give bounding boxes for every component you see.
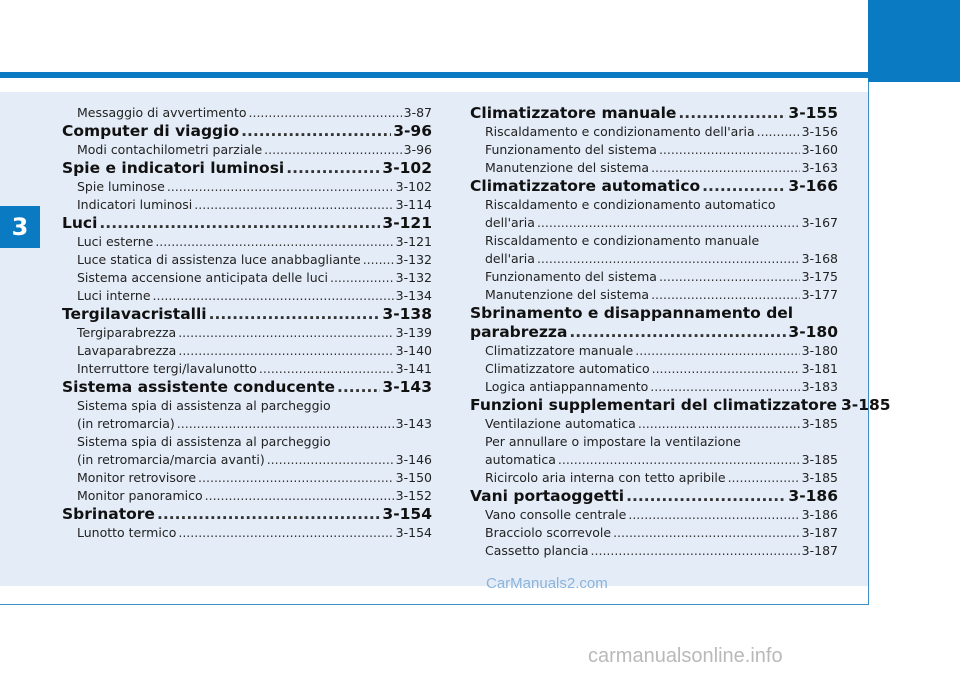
toc-subsection-entry[interactable] [470,123,838,141]
toc-subsection-entry[interactable] [470,415,838,433]
toc-entry-title: Lavaparabrezza [77,343,177,358]
toc-page-number: 3-154 [395,525,432,540]
toc-entry-title: Luci esterne [77,234,154,249]
toc-entry-title: Funzionamento del sistema [485,142,657,157]
toc-subsection-entry[interactable] [62,196,432,214]
toc-leader-dots [757,123,800,141]
toc-page-number: 3-160 [801,142,838,157]
toc-entry-title: Vano consolle centrale [485,507,627,522]
toc-subsection-entry[interactable] [62,287,432,305]
toc-page-number: 3-121 [382,214,432,232]
toc-page-number: 3-150 [395,470,432,485]
toc-page-number: 3-143 [395,416,432,431]
toc-leader-dots [209,305,381,324]
toc-subsection-entry[interactable] [470,141,838,159]
toc-entry-title: Lunotto termico [77,525,177,540]
toc-leader-dots [177,415,394,433]
toc-page-number: 3-168 [801,251,838,266]
toc-page-number: 3-102 [395,179,432,194]
toc-entry-title: (in retromarcia/marcia avanti) [77,452,265,467]
toc-page-number: 3-140 [395,343,432,358]
toc-page-number: 3-96 [403,142,432,157]
toc-subsection-entry[interactable] [62,178,432,196]
toc-subsection-entry[interactable] [62,342,432,360]
toc-page-number: 3-166 [788,177,838,195]
toc-page-number: 3-185 [841,396,891,414]
toc-leader-dots [651,159,800,177]
toc-page-number: 3-102 [382,159,432,177]
toc-section-entry[interactable] [470,177,838,196]
toc-page-number: 3-180 [788,323,838,341]
watermark-carmanuals2: CarManuals2.com [486,575,608,592]
toc-page-number: 3-143 [382,378,432,396]
toc-subsection-entry[interactable] [62,251,432,269]
toc-page-number: 3-185 [801,470,838,485]
toc-leader-dots [569,323,786,342]
toc-entry-title: automatica [485,452,556,467]
toc-leader-dots [651,286,800,304]
toc-section-entry[interactable] [470,396,891,415]
chapter-tab [868,0,960,82]
toc-entry-title: Logica antiappannamento [485,379,649,394]
toc-entry-title: Monitor panoramico [77,488,203,503]
toc-section-entry[interactable] [470,323,838,342]
toc-subsection-entry[interactable] [470,451,838,469]
toc-subsection-entry[interactable] [62,360,432,378]
toc-leader-dots [178,324,393,342]
toc-leader-dots [652,360,800,378]
toc-subsection-entry[interactable] [470,469,838,487]
toc-leader-dots [337,378,380,397]
toc-page-number: 3-156 [801,124,838,139]
toc-subsection-entry[interactable] [470,286,838,304]
toc-section-entry[interactable] [62,378,432,397]
toc-page-number: 3-177 [801,287,838,302]
toc-entry-title: Luci [62,214,98,232]
toc-leader-dots [153,287,394,305]
toc-page-number: 3-132 [395,270,432,285]
toc-leader-dots [330,269,394,287]
toc-subsection-entry[interactable] [62,451,432,469]
toc-entry-title: Interruttore tergi/lavalunotto [77,361,257,376]
toc-leader-dots [558,451,800,469]
toc-entry-title: Sistema accensione anticipata delle luci [77,270,328,285]
toc-leader-dots [155,233,393,251]
toc-page-number: 3-146 [395,452,432,467]
toc-leader-dots [178,524,393,542]
toc-leader-dots [178,342,393,360]
toc-leader-dots [591,542,800,560]
toc-entry-title: Vani portaoggetti [470,487,625,505]
toc-page-number: 3-134 [395,288,432,303]
toc-section-entry[interactable] [62,214,432,233]
toc-entry-title-line: Riscaldamento e condizionamento automatico [485,197,776,212]
toc-page-number: 3-186 [801,507,838,522]
toc-entry-title: Sbrinatore [62,505,155,523]
toc-entry-title: Luci interne [77,288,151,303]
toc-page-number: 3-87 [403,105,432,120]
toc-page-number: 3-152 [395,488,432,503]
toc-subsection-entry[interactable] [470,506,838,524]
toc-entry-title: Ricircolo aria interna con tetto apribile [485,470,726,485]
chapter-number-badge: 3 [0,206,40,248]
toc-section-entry[interactable] [470,104,838,123]
toc-page-number: 3-163 [801,160,838,175]
toc-section-entry[interactable] [470,487,838,506]
toc-subsection-entry[interactable] [470,360,838,378]
toc-entry-title: Sistema assistente conducente [62,378,336,396]
toc-section-entry[interactable] [62,505,432,524]
toc-leader-dots [241,122,391,141]
toc-subsection-entry[interactable] [470,524,838,542]
toc-leader-dots [249,104,402,122]
toc-entry-title-line: Riscaldamento e condizionamento manuale [485,233,760,248]
toc-page-number: 3-183 [801,379,838,394]
toc-entry-title: Riscaldamento e condizionamento dell'aria [485,124,755,139]
toc-entry-title-line: Sistema spia di assistenza al parcheggio [77,434,331,449]
toc-page-number: 3-138 [382,305,432,323]
toc-page-number: 3-175 [801,269,838,284]
header-blue-line [0,72,868,78]
toc-leader-dots [363,251,394,269]
toc-leader-dots [157,505,380,524]
toc-page-number: 3-167 [801,215,838,230]
toc-entry-title: dell'aria [485,215,535,230]
toc-page-number: 3-96 [393,122,432,140]
toc-entry-title: parabrezza [470,323,568,341]
toc-entry-title: Climatizzatore manuale [470,104,677,122]
toc-section-entry[interactable] [62,305,432,324]
toc-subsection-entry[interactable] [470,542,838,560]
toc-entry-title: Funzionamento del sistema [485,269,657,284]
toc-subsection-entry[interactable] [62,269,432,287]
toc-subsection-entry[interactable] [62,487,432,505]
toc-leader-dots [678,104,786,123]
toc-leader-dots [267,451,394,469]
toc-section-entry[interactable] [62,122,432,141]
toc-right-column [470,104,891,560]
toc-page-number: 3-187 [801,543,838,558]
toc-page-number: 3-141 [395,361,432,376]
toc-entry-title: Manutenzione del sistema [485,160,650,175]
toc-entry-title: Spie e indicatori luminosi [62,159,285,177]
toc-page-number: 3-185 [801,452,838,467]
toc-page-number: 3-185 [801,416,838,431]
toc-subsection-entry[interactable] [470,214,838,232]
toc-section-entry[interactable] [62,159,432,178]
toc-subsection-entry[interactable] [62,524,432,542]
toc-subsection-entry[interactable] [470,159,838,177]
toc-subsection-entry[interactable] [470,268,838,286]
toc-entry-title: Bracciolo scorrevole [485,525,612,540]
toc-subsection-entry[interactable] [470,342,838,360]
toc-page-number: 3-180 [801,343,838,358]
toc-entry-title: dell'aria [485,251,535,266]
toc-leader-dots [650,378,799,396]
toc-leader-dots [198,469,394,487]
toc-leader-dots [626,487,786,506]
toc-subsection-entry[interactable] [470,250,838,268]
toc-entry-title: Messaggio di avvertimento [77,105,247,120]
toc-entry-title: Luce statica di assistenza luce anabbagliante [77,252,361,267]
toc-leader-dots [264,141,401,159]
toc-leader-dots [205,487,394,505]
toc-leader-dots [635,342,799,360]
toc-page-number: 3-114 [395,197,432,212]
toc-leader-dots [659,268,800,286]
toc-entry-title: Ventilazione automatica [485,416,636,431]
toc-page-number: 3-121 [395,234,432,249]
toc-subsection-entry[interactable] [62,469,432,487]
footer-line [0,604,868,605]
watermark-carmanualsonline: carmanualsonline.info [588,645,783,667]
toc-leader-dots [286,159,380,178]
toc-entry-title: Modi contachilometri parziale [77,142,263,157]
toc-leader-dots [259,360,394,378]
toc-left-column [62,104,432,542]
toc-entry-title: Computer di viaggio [62,122,240,140]
toc-leader-dots [659,141,800,159]
toc-leader-dots [613,524,800,542]
toc-page-number: 3-181 [801,361,838,376]
toc-leader-dots [728,469,800,487]
toc-entry-title: Climatizzatore manuale [485,343,634,358]
toc-entry-title: Spie luminose [77,179,165,194]
toc-entry-title: Cassetto plancia [485,543,589,558]
toc-entry-title: Manutenzione del sistema [485,287,650,302]
toc-subsection-entry[interactable] [62,324,432,342]
toc-subsection-entry[interactable] [62,233,432,251]
toc-page-number: 3-186 [788,487,838,505]
toc-entry-title-line: Sbrinamento e disappannamento del [470,304,794,322]
toc-entry-title-line: Per annullare o impostare la ventilazione [485,434,741,449]
toc-entry-title: Climatizzatore automatico [470,177,701,195]
toc-entry-title: (in retromarcia) [77,416,175,431]
toc-entry-title-line: Sistema spia di assistenza al parcheggio [77,398,331,413]
right-rule [868,82,869,605]
toc-leader-dots [537,214,800,232]
toc-subsection-entry[interactable] [62,104,432,122]
toc-page-number: 3-187 [801,525,838,540]
toc-leader-dots [702,177,786,196]
toc-leader-dots [167,178,394,196]
toc-leader-dots [99,214,380,233]
toc-entry-title: Tergilavacristalli [62,305,207,323]
toc-leader-dots [537,250,800,268]
toc-entry-title: Monitor retrovisore [77,470,197,485]
toc-page-number: 3-139 [395,325,432,340]
toc-subsection-entry[interactable] [470,378,838,396]
toc-entry-title: Funzioni supplementari del climatizzatore [470,396,837,414]
toc-page-number: 3-154 [382,505,432,523]
toc-page-number: 3-155 [788,104,838,122]
toc-leader-dots [628,506,799,524]
toc-subsection-entry[interactable] [62,141,432,159]
toc-entry-title: Climatizzatore automatico [485,361,650,376]
toc-leader-dots [194,196,393,214]
toc-subsection-entry[interactable] [62,415,432,433]
toc-page-number: 3-132 [395,252,432,267]
toc-leader-dots [638,415,800,433]
toc-entry-title: Tergiparabrezza [77,325,177,340]
toc-entry-title: Indicatori luminosi [77,197,193,212]
